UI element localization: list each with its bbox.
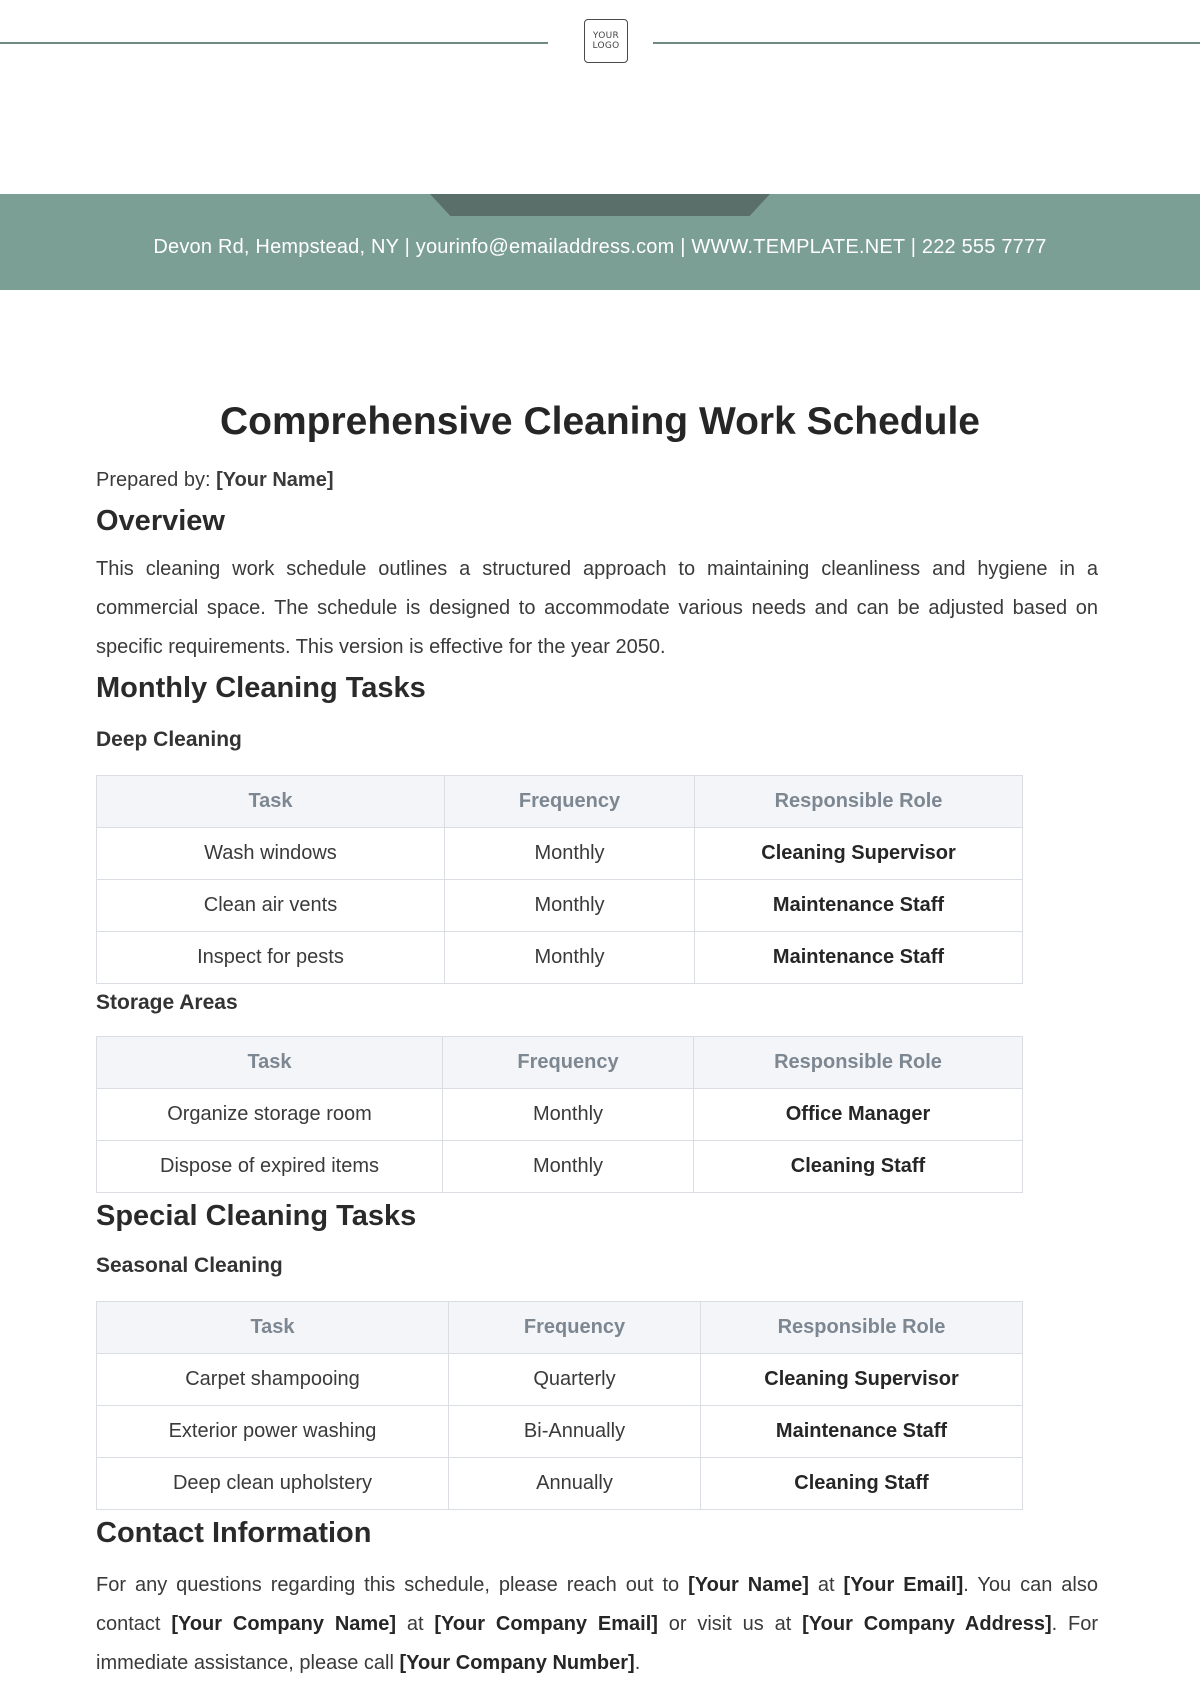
- task-cell: Inspect for pests: [97, 932, 445, 984]
- column-header-role: Responsible Role: [695, 776, 1023, 828]
- role-cell: Office Manager: [694, 1089, 1023, 1141]
- table-header-row: [97, 776, 1023, 828]
- overview-text: This cleaning work schedule outlines a structured approach to maintaining cleanliness and hygiene in a commercial space. The schedule is designed to accommodate various needs and can be adjusted based on specific requirements. This version is effective for the year 2050.: [96, 558, 1098, 658]
- column-header-frequency: Frequency: [449, 1302, 701, 1354]
- frequency-cell: Monthly: [443, 1141, 694, 1193]
- header-rule-left: [0, 42, 548, 44]
- table-header-row: [97, 1037, 1023, 1089]
- header-contact-line: Devon Rd, Hempstead, NY | yourinfo@emailaddress.com | WWW.TEMPLATE.NET | 222 555 7777: [153, 236, 1047, 258]
- role-cell: Maintenance Staff: [695, 880, 1023, 932]
- frequency-cell: Bi-Annually: [449, 1406, 701, 1458]
- column-header-role: Responsible Role: [701, 1302, 1023, 1354]
- page-title: Comprehensive Cleaning Work Schedule: [220, 400, 980, 443]
- role-cell: Cleaning Supervisor: [695, 828, 1023, 880]
- column-header-task: Task: [97, 776, 445, 828]
- contact-text-part: For any questions regarding this schedule, please reach out to: [96, 1574, 689, 1596]
- contact-text-part: at: [808, 1574, 844, 1596]
- table-row: [97, 932, 1023, 984]
- table-row: [97, 880, 1023, 932]
- header-band-tab: [430, 194, 770, 216]
- task-cell: Organize storage room: [97, 1089, 443, 1141]
- column-header-frequency: Frequency: [443, 1037, 694, 1089]
- logo-text-line1: YOUR: [592, 31, 620, 41]
- role-cell: Maintenance Staff: [695, 932, 1023, 984]
- task-cell: Exterior power washing: [97, 1406, 449, 1458]
- contact-company-number: [Your Company Number]: [399, 1652, 635, 1674]
- deep-cleaning-heading: Deep Cleaning: [96, 728, 242, 751]
- task-cell: Dispose of expired items: [97, 1141, 443, 1193]
- storage-areas-heading: Storage Areas: [96, 991, 238, 1014]
- role-cell: Cleaning Supervisor: [701, 1354, 1023, 1406]
- task-cell: Clean air vents: [97, 880, 445, 932]
- contact-company-email: [Your Company Email]: [434, 1613, 658, 1635]
- table-row: [97, 1406, 1023, 1458]
- storage-areas-table: [96, 1036, 1023, 1193]
- logo-text-line2: LOGO: [592, 41, 620, 51]
- monthly-heading: Monthly Cleaning Tasks: [96, 672, 426, 704]
- task-cell: Carpet shampooing: [97, 1354, 449, 1406]
- company-logo: [584, 19, 628, 63]
- deep-cleaning-table: [96, 775, 1023, 984]
- table-header-row: [97, 1302, 1023, 1354]
- contact-text-part: . For immediate assistance, please call: [96, 1613, 1099, 1674]
- column-header-task: Task: [97, 1037, 443, 1089]
- table-row: [97, 1089, 1023, 1141]
- frequency-cell: Monthly: [445, 880, 695, 932]
- contact-text-part: or visit us at: [657, 1613, 803, 1635]
- prepared-by: [96, 468, 1098, 492]
- contact-text-part: .: [634, 1652, 641, 1674]
- seasonal-cleaning-table: [96, 1301, 1023, 1510]
- contact-your-name: [Your Name]: [688, 1574, 809, 1596]
- special-heading: Special Cleaning Tasks: [96, 1200, 417, 1232]
- overview-heading: Overview: [96, 505, 225, 537]
- frequency-cell: Monthly: [443, 1089, 694, 1141]
- header-rule-right: [653, 42, 1200, 44]
- table-row: [97, 828, 1023, 880]
- frequency-cell: Monthly: [445, 932, 695, 984]
- prepared-name: [Your Name]: [216, 469, 334, 491]
- seasonal-cleaning-heading: Seasonal Cleaning: [96, 1254, 283, 1277]
- contact-company-name: [Your Company Name]: [171, 1613, 396, 1635]
- frequency-cell: Annually: [449, 1458, 701, 1510]
- contact-text-part: at: [396, 1613, 435, 1635]
- contact-text-part: . You can also contact: [96, 1574, 1098, 1635]
- frequency-cell: Monthly: [445, 828, 695, 880]
- contact-text: [96, 1566, 1098, 1683]
- contact-your-email: [Your Email]: [843, 1574, 964, 1596]
- table-row: [97, 1354, 1023, 1406]
- task-cell: Wash windows: [97, 828, 445, 880]
- contact-company-address: [Your Company Address]: [802, 1613, 1052, 1635]
- contact-heading: Contact Information: [96, 1517, 372, 1549]
- role-cell: Cleaning Staff: [701, 1458, 1023, 1510]
- column-header-frequency: Frequency: [445, 776, 695, 828]
- column-header-role: Responsible Role: [694, 1037, 1023, 1089]
- column-header-task: Task: [97, 1302, 449, 1354]
- role-cell: Cleaning Staff: [694, 1141, 1023, 1193]
- task-cell: Deep clean upholstery: [97, 1458, 449, 1510]
- frequency-cell: Quarterly: [449, 1354, 701, 1406]
- role-cell: Maintenance Staff: [701, 1406, 1023, 1458]
- table-row: [97, 1141, 1023, 1193]
- prepared-label: Prepared by:: [96, 469, 211, 491]
- document-body: [96, 390, 1098, 1683]
- table-row: [97, 1458, 1023, 1510]
